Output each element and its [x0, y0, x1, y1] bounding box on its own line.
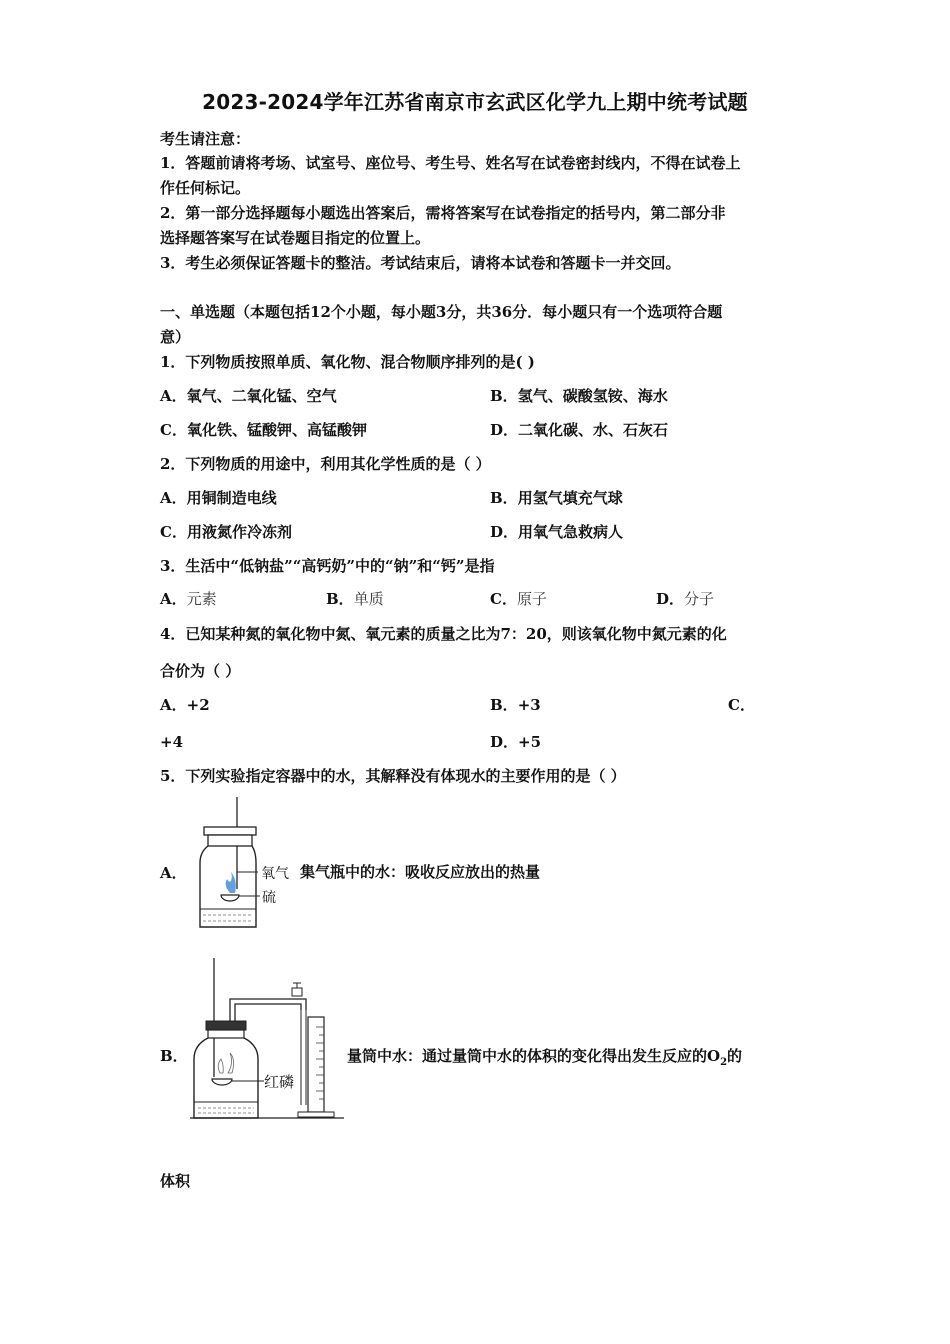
q5-stem: 5．下列实验指定容器中的水，其解释没有体现水的主要作用的是（ ） — [160, 767, 626, 785]
q2-option-a-label: A． — [160, 489, 187, 507]
q3-option-b-text: 单质 — [353, 590, 384, 608]
q4-option-a-label: A． — [160, 696, 187, 714]
q3-option-a-text: 元素 — [186, 590, 217, 608]
q4-option-c-label — [728, 694, 755, 716]
q2-option-b — [490, 487, 623, 509]
notice-item-1-line-1: 1．答题前请将考场、试室号、座位号、考生号、姓名写在试卷密封线内，不得在试卷上 — [160, 154, 741, 172]
q2-option-d-text: 用氧气急救病人 — [518, 523, 624, 541]
q4-option-d — [490, 731, 541, 753]
q1-option-b-label: B． — [490, 387, 518, 405]
q1-option-b-text: 氢气、碳酸氢铵、海水 — [517, 387, 668, 405]
q1-option-a-label: A． — [160, 387, 187, 405]
q3-option-c-text: 原子 — [516, 590, 547, 608]
sulfur-label: 硫 — [262, 890, 276, 906]
notice-item-2-line-1: 2．第一部分选择题每小题选出答案后，需将答案写在试卷指定的括号内，第二部分非 — [160, 204, 726, 222]
q5-option-b-text-tail: 的 — [727, 1047, 743, 1065]
q2-option-c — [160, 521, 292, 543]
q2-option-a-text: 用铜制造电线 — [186, 489, 277, 507]
q1-option-b — [490, 385, 668, 407]
q2-option-d — [490, 521, 623, 543]
q1-stem: 1．下列物质按照单质、氧化物、混合物顺序排列的是( ) — [160, 353, 535, 371]
q2-option-b-text: 用氢气填充气球 — [517, 489, 623, 507]
q2-option-c-text: 用液氮作冷冻剂 — [186, 523, 292, 541]
red-phosphorus-diagram — [190, 955, 350, 1125]
oxygen-label: 氧气 — [261, 866, 289, 882]
page-title: 2023-2024学年江苏省南京市玄武区化学九上期中统考试题 — [202, 90, 748, 114]
q1-option-d — [490, 419, 668, 441]
q5-option-b-text-continued: 体积 — [160, 1172, 191, 1190]
q3-option-a-label: A． — [160, 590, 187, 608]
q4-option-b-text: +3 — [517, 696, 541, 714]
q4-option-c-label-text: C． — [728, 696, 755, 714]
q2-option-d-label: D． — [490, 523, 519, 541]
q1-option-d-label: D． — [490, 421, 519, 439]
q1-option-c — [160, 419, 367, 441]
q5-option-b-text — [347, 1045, 742, 1074]
q3-stem: 3．生活中“低钠盐”“高钙奶”中的“钠”和“钙”是指 — [160, 557, 495, 575]
q1-option-d-text: 二氧化碳、水、石灰石 — [518, 421, 669, 439]
q5-option-a-text: 集气瓶中的水：吸收反应放出的热量 — [300, 863, 541, 881]
q2-stem: 2．下列物质的用途中，利用其化学性质的是（ ） — [160, 455, 491, 473]
notice-item-3: 3．考生必须保证答题卡的整洁。考试结束后，请将本试卷和答题卡一并交回。 — [160, 254, 681, 272]
notice-heading: 考生请注意： — [160, 130, 251, 148]
q5-option-a-label: A． — [160, 864, 187, 882]
q3-option-d-text: 分子 — [684, 590, 715, 608]
q3-option-d — [656, 588, 714, 610]
red-phosphorus-label: 红磷 — [264, 1073, 295, 1091]
section-heading-line-1: 一、单选题（本题包括12个小题，每小题3分，共36分．每小题只有一个选项符合题 — [160, 303, 723, 321]
q5-option-b-label: B． — [160, 1047, 188, 1065]
section-heading-line-2: 意） — [160, 328, 191, 346]
q4-stem-line-1: 4．已知某种氮的氧化物中氮、氧元素的质量之比为7：20，则该氧化物中氮元素的化 — [160, 625, 727, 643]
q4-option-c-text: +4 — [160, 733, 184, 751]
q1-option-a — [160, 385, 337, 407]
q4-option-b-label: B． — [490, 696, 518, 714]
q1-option-c-label: C． — [160, 421, 187, 439]
q3-option-a — [160, 588, 217, 610]
q2-option-c-label: C． — [160, 523, 187, 541]
q2-option-b-label: B． — [490, 489, 518, 507]
q4-stem-line-2: 合价为（ ） — [160, 662, 241, 680]
q4-option-d-text: +5 — [518, 733, 542, 751]
q4-option-c-value — [160, 731, 183, 753]
notice-item-2-line-2: 选择题答案写在试卷题目指定的位置上。 — [160, 229, 431, 247]
q3-option-c-label: C． — [490, 590, 517, 608]
q3-option-d-label: D． — [656, 590, 685, 608]
q3-option-b — [326, 588, 384, 610]
q4-option-b — [490, 694, 541, 716]
q2-option-a — [160, 487, 277, 509]
notice-item-1-line-2: 作任何标记。 — [160, 179, 251, 197]
q4-option-a-text: +2 — [186, 696, 210, 714]
q4-option-a — [160, 694, 210, 716]
q1-option-c-text: 氧化铁、锰酸钾、高锰酸钾 — [186, 421, 367, 439]
q3-option-c — [490, 588, 547, 610]
q1-option-a-text: 氧气、二氧化锰、空气 — [186, 387, 337, 405]
q5-option-b-subscript: 2 — [720, 1057, 728, 1068]
q3-option-b-label: B． — [326, 590, 354, 608]
q5-option-b-text-main: 量筒中水：通过量筒中水的体积的变化得出发生反应的O — [347, 1047, 721, 1065]
q4-option-d-label: D． — [490, 733, 519, 751]
